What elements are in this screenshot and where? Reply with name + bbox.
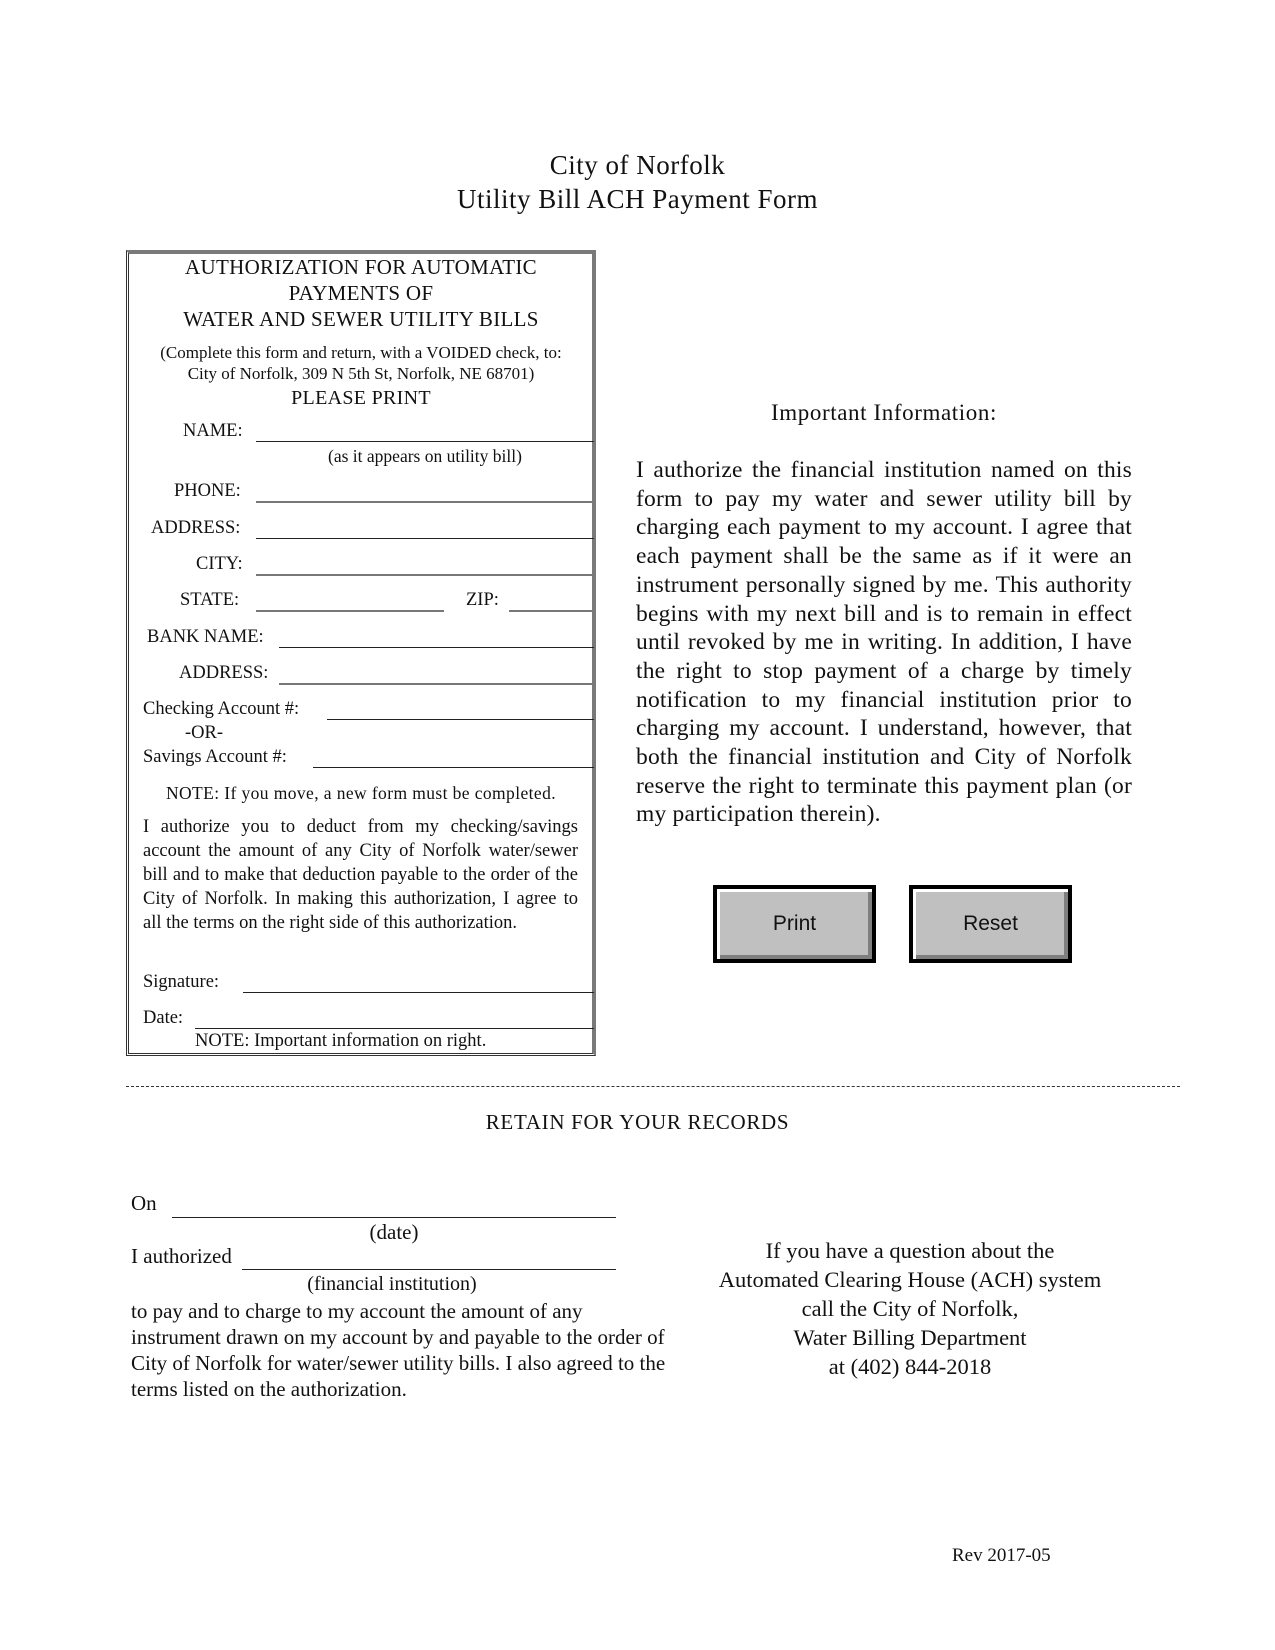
- contact-phone: at (402) 844-2018: [828, 1354, 992, 1379]
- date-field[interactable]: [195, 1028, 594, 1029]
- address-field[interactable]: [256, 538, 594, 539]
- page-title-form: Utility Bill ACH Payment Form: [456, 184, 819, 214]
- authorize-paragraph: I authorize you to deduct from my checking/savings account the amount of any City of Norfolk water/sewer bill and to make that deduction payable to the order of the City of Norfolk. In making this authorization, I agree to all the terms on the right side of this authorization.: [143, 817, 578, 933]
- or-label: -OR-: [185, 723, 224, 743]
- reset-button[interactable]: Reset: [909, 885, 1072, 963]
- bank-name-label: BANK NAME:: [147, 627, 264, 647]
- revision-label: Rev 2017-05: [952, 1545, 1051, 1566]
- institution-hint: (financial institution): [307, 1273, 477, 1295]
- please-print-label: PLEASE PRINT: [291, 387, 431, 409]
- savings-account-field[interactable]: [313, 767, 594, 768]
- state-field[interactable]: [256, 610, 444, 612]
- on-label: On: [131, 1191, 157, 1215]
- move-note: NOTE: If you move, a new form must be completed.: [165, 783, 556, 803]
- contact-line1: If you have a question about the: [765, 1238, 1055, 1263]
- checking-account-field[interactable]: [327, 719, 594, 720]
- contact-line4: Water Billing Department: [793, 1325, 1027, 1350]
- important-info-heading: Important Information:: [771, 400, 997, 425]
- authorized-label: I authorized: [131, 1244, 232, 1268]
- zip-label: ZIP:: [466, 590, 499, 610]
- checking-account-label: Checking Account #:: [143, 699, 300, 719]
- important-info-note: NOTE: Important information on right.: [195, 1031, 487, 1051]
- retain-paragraph: to pay and to charge to my account the amount of any instrument drawn on my account by and payable to the order of City of Norfolk for water/sewer utility bills. I also agreed to the terms listed on the authorization.: [131, 1299, 666, 1401]
- auth-heading-line1: AUTHORIZATION FOR AUTOMATIC: [185, 255, 537, 279]
- name-label: NAME:: [183, 421, 243, 441]
- important-info-paragraph: I authorize the financial institution named on this form to pay my water and sewer utility bill by charging each payment to my account. I agree that each payment shall be the same as if it were an instrument personally signed by me. This authority begins with my next bill and is to remain in effect until revoked by me in writing. In addition, I have the right to stop payment of a charge by timely notification to my financial institution prior to charging my account. I understand, however, that both the financial institution and City of Norfolk reserve the right to terminate this payment plan (or my participation therein).: [636, 457, 1132, 828]
- auth-instructions-line1: (Complete this form and return, with a VOIDED check, to:: [160, 343, 562, 362]
- city-label: CITY:: [196, 554, 243, 574]
- contact-line2: Automated Clearing House (ACH) system: [718, 1267, 1102, 1292]
- date-hint: (date): [369, 1220, 419, 1244]
- signature-field[interactable]: [243, 992, 594, 993]
- name-field[interactable]: [256, 441, 594, 442]
- financial-institution-field[interactable]: [242, 1269, 616, 1270]
- zip-field[interactable]: [509, 610, 594, 612]
- contact-line3: call the City of Norfolk,: [801, 1296, 1019, 1321]
- state-label: STATE:: [180, 590, 240, 610]
- phone-label: PHONE:: [174, 481, 241, 501]
- page-title-city: City of Norfolk: [549, 150, 726, 180]
- name-hint: (as it appears on utility bill): [328, 446, 522, 466]
- phone-field[interactable]: [256, 501, 594, 503]
- auth-instructions-line2: City of Norfolk, 309 N 5th St, Norfolk, NE 68701): [187, 364, 535, 383]
- bank-address-field[interactable]: [279, 683, 594, 685]
- savings-account-label: Savings Account #:: [143, 747, 287, 767]
- city-field[interactable]: [256, 574, 594, 576]
- auth-heading-line2: PAYMENTS OF: [288, 281, 434, 305]
- date-label: Date:: [143, 1008, 184, 1028]
- bank-name-field[interactable]: [279, 647, 594, 648]
- retain-heading: RETAIN FOR YOUR RECORDS: [485, 1110, 790, 1134]
- address-label: ADDRESS:: [151, 518, 241, 538]
- signature-label: Signature:: [143, 972, 220, 992]
- retain-date-field[interactable]: [172, 1217, 616, 1218]
- print-button[interactable]: Print: [713, 885, 876, 963]
- auth-heading-line3: WATER AND SEWER UTILITY BILLS: [183, 307, 539, 331]
- bank-address-label: ADDRESS:: [179, 663, 269, 683]
- cut-line-divider: [126, 1086, 1180, 1087]
